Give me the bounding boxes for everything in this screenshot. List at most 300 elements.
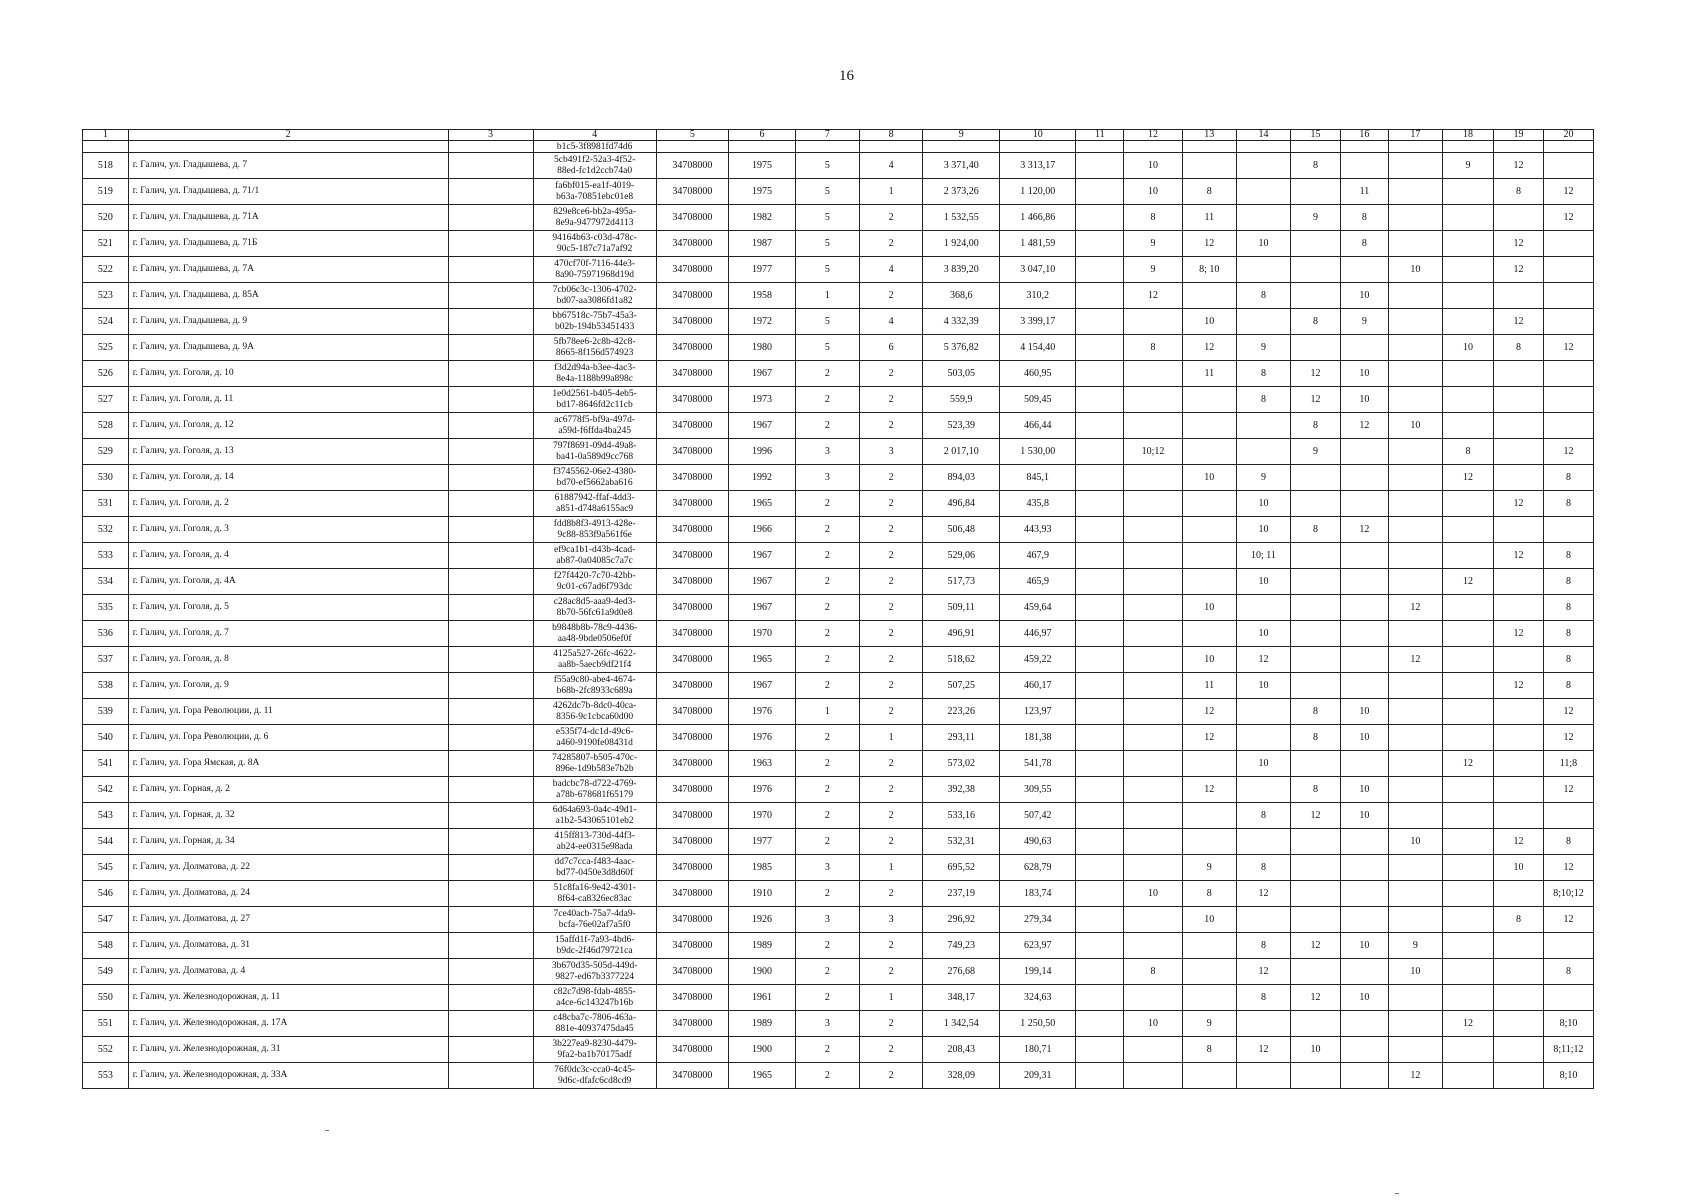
empty-cell	[448, 699, 533, 725]
col16-cell: 8	[1341, 231, 1389, 257]
living-area-cell: 1 120,00	[999, 179, 1076, 205]
col11-cell	[1076, 257, 1124, 283]
col11-cell	[1076, 439, 1124, 465]
entrances-cell: 2	[859, 881, 923, 907]
col12-cell	[1124, 569, 1182, 595]
entrances-cell: 2	[859, 803, 923, 829]
col13-cell	[1182, 439, 1236, 465]
col19-cell	[1494, 725, 1544, 751]
table-row	[83, 569, 1594, 595]
guid-cell	[533, 413, 656, 439]
table-row	[83, 673, 1594, 699]
guid-cell	[533, 231, 656, 257]
col11-cell	[1076, 777, 1124, 803]
col18-cell	[1443, 1037, 1494, 1063]
col14-cell	[1236, 179, 1290, 205]
column-number-row	[83, 130, 1594, 141]
col18-cell	[1443, 699, 1494, 725]
col14-cell: 10	[1236, 231, 1290, 257]
guid-line-1: fdd8b8f3-4913-428e-	[553, 519, 636, 529]
col17-cell	[1388, 543, 1442, 569]
col13-cell	[1182, 751, 1236, 777]
living-area-cell: 279,34	[999, 907, 1076, 933]
address-cell: г. Галич, ул. Железнодорожная, д. 17А	[128, 1011, 448, 1037]
address-cell: г. Галич, ул. Гора Ямская, д. 8А	[128, 751, 448, 777]
empty-cell	[448, 1011, 533, 1037]
col14-cell: 12	[1236, 881, 1290, 907]
col17-cell	[1388, 569, 1442, 595]
table-row	[83, 595, 1594, 621]
entrances-cell: 2	[859, 699, 923, 725]
col14-cell: 8	[1236, 387, 1290, 413]
guid-cell	[533, 647, 656, 673]
col11-cell	[1076, 179, 1124, 205]
col20-cell: 12	[1543, 439, 1593, 465]
col16-cell: 10	[1341, 777, 1389, 803]
col18-cell	[1443, 855, 1494, 881]
okato-cell: 34708000	[656, 855, 728, 881]
guid-line-1: c28ac8d5-aaa9-4ed3-	[553, 597, 636, 607]
floors-cell: 2	[795, 725, 859, 751]
col19-cell	[1494, 777, 1544, 803]
col14-cell: 8	[1236, 985, 1290, 1011]
living-area-cell: 3 047,10	[999, 257, 1076, 283]
col16-cell	[1341, 569, 1389, 595]
floors-cell: 3	[795, 465, 859, 491]
col15-cell: 9	[1291, 205, 1341, 231]
guid-line-2: 8665-8f156d574923	[555, 347, 634, 358]
col14-cell	[1236, 205, 1290, 231]
okato-cell: 34708000	[656, 699, 728, 725]
col20-cell	[1543, 153, 1593, 179]
col13-cell	[1182, 1063, 1236, 1089]
guid-cell	[533, 517, 656, 543]
col14-cell	[1236, 153, 1290, 179]
row-number: 527	[83, 387, 129, 413]
okato-cell: 34708000	[656, 309, 728, 335]
entrances-cell: 1	[859, 725, 923, 751]
col17-cell	[1388, 725, 1442, 751]
col13-cell: 11	[1182, 205, 1236, 231]
living-area-cell: 443,93	[999, 517, 1076, 543]
col14-cell	[1236, 829, 1290, 855]
living-area-cell: 435,8	[999, 491, 1076, 517]
col18-cell	[1443, 309, 1494, 335]
col13-cell	[1182, 959, 1236, 985]
col15-cell	[1291, 257, 1341, 283]
guid-line-1: e535f74-dc1d-49c6-	[555, 727, 634, 737]
address-cell: г. Галич, ул. Долматова, д. 24	[128, 881, 448, 907]
col12-cell: 8	[1124, 335, 1182, 361]
col14-cell	[1236, 413, 1290, 439]
row-number: 532	[83, 517, 129, 543]
col13-cell: 8; 10	[1182, 257, 1236, 283]
col20-cell: 12	[1543, 335, 1593, 361]
col12-cell	[1124, 387, 1182, 413]
guid-line-2: 8b70-56fc61a9d0e8	[556, 607, 633, 618]
entrances-cell: 4	[859, 257, 923, 283]
entrances-cell: 2	[859, 751, 923, 777]
floors-cell: 2	[795, 517, 859, 543]
okato-cell: 34708000	[656, 829, 728, 855]
row-number: 538	[83, 673, 129, 699]
address-cell: г. Галич, ул. Горная, д. 2	[128, 777, 448, 803]
table-row	[83, 517, 1594, 543]
col19-cell	[1494, 1063, 1544, 1089]
col20-cell: 8;10;12	[1543, 881, 1593, 907]
col20-cell	[1543, 309, 1593, 335]
scan-mark	[325, 1130, 329, 1131]
guid-line-1: 15affd1f-7a93-4bd6-	[554, 935, 635, 945]
col15-cell: 8	[1291, 309, 1341, 335]
col18-cell	[1443, 907, 1494, 933]
total-area-cell: 2 373,26	[923, 179, 1000, 205]
column-number: 19	[1494, 130, 1544, 141]
col16-cell: 12	[1341, 413, 1389, 439]
address-cell: г. Галич, ул. Долматова, д. 22	[128, 855, 448, 881]
col16-cell	[1341, 595, 1389, 621]
entrances-cell: 2	[859, 673, 923, 699]
guid-line-2: b68b-2fc8933c689a	[556, 685, 633, 696]
col17-cell: 10	[1388, 959, 1442, 985]
guid-line-1: 3b670d35-505d-449d-	[551, 961, 638, 971]
address-cell: г. Галич, ул. Гладышева, д. 9А	[128, 335, 448, 361]
table-row	[83, 179, 1594, 205]
living-area-cell: 183,74	[999, 881, 1076, 907]
col11-cell	[1076, 361, 1124, 387]
col12-cell: 8	[1124, 959, 1182, 985]
col15-cell: 12	[1291, 933, 1341, 959]
col20-cell: 8	[1543, 621, 1593, 647]
address-cell: г. Галич, ул. Гоголя, д. 9	[128, 673, 448, 699]
col17-cell	[1388, 803, 1442, 829]
col11-cell	[1076, 1011, 1124, 1037]
row-number: 551	[83, 1011, 129, 1037]
col14-cell: 8	[1236, 803, 1290, 829]
col11-cell	[1076, 153, 1124, 179]
living-area-cell: 1 481,59	[999, 231, 1076, 257]
col14-cell: 10	[1236, 517, 1290, 543]
col18-cell	[1443, 985, 1494, 1011]
entrances-cell: 1	[859, 179, 923, 205]
table-row	[83, 803, 1594, 829]
guid-line-2: a78b-678681f65179	[556, 789, 634, 800]
col18-cell	[1443, 413, 1494, 439]
col12-cell: 12	[1124, 283, 1182, 309]
total-area-cell: 695,52	[923, 855, 1000, 881]
col14-cell	[1236, 777, 1290, 803]
col20-cell	[1543, 387, 1593, 413]
empty-cell	[448, 725, 533, 751]
living-area-cell: 459,22	[999, 647, 1076, 673]
col19-cell: 8	[1494, 335, 1544, 361]
col14-cell	[1236, 1011, 1290, 1037]
col19-cell	[1494, 439, 1544, 465]
okato-cell: 34708000	[656, 647, 728, 673]
guid-cell	[533, 699, 656, 725]
year-cell: 1910	[729, 881, 796, 907]
address-cell: г. Галич, ул. Гоголя, д. 10	[128, 361, 448, 387]
guid-line-2: aa48-9bde0506ef0f	[557, 633, 632, 644]
column-number: 10	[999, 130, 1076, 141]
address-cell: г. Галич, ул. Гоголя, д. 12	[128, 413, 448, 439]
living-area-cell: 123,97	[999, 699, 1076, 725]
empty-cell	[448, 543, 533, 569]
guid-cell	[533, 673, 656, 699]
total-area-cell: 237,19	[923, 881, 1000, 907]
living-area-cell: 1 530,00	[999, 439, 1076, 465]
entrances-cell: 2	[859, 569, 923, 595]
col15-cell: 12	[1291, 361, 1341, 387]
col14-cell: 8	[1236, 361, 1290, 387]
total-area-cell: 296,92	[923, 907, 1000, 933]
guid-cell	[533, 1011, 656, 1037]
total-area-cell: 507,25	[923, 673, 1000, 699]
total-area-cell: 517,73	[923, 569, 1000, 595]
col19-cell	[1494, 751, 1544, 777]
col12-cell	[1124, 725, 1182, 751]
col12-cell	[1124, 595, 1182, 621]
total-area-cell: 532,31	[923, 829, 1000, 855]
okato-cell: 34708000	[656, 413, 728, 439]
guid-line-1: 415ff813-730d-44f3-	[554, 831, 635, 841]
col17-cell	[1388, 491, 1442, 517]
col15-cell: 8	[1291, 725, 1341, 751]
row-number: 543	[83, 803, 129, 829]
col17-cell: 9	[1388, 933, 1442, 959]
guid-line-1: 1e0d2561-b405-4eb5-	[552, 389, 637, 399]
col17-cell: 10	[1388, 829, 1442, 855]
col12-cell	[1124, 777, 1182, 803]
row-number: 546	[83, 881, 129, 907]
okato-cell: 34708000	[656, 907, 728, 933]
total-area-cell: 503,05	[923, 361, 1000, 387]
floors-cell: 2	[795, 881, 859, 907]
entrances-cell: 4	[859, 309, 923, 335]
col14-cell	[1236, 595, 1290, 621]
col16-cell: 10	[1341, 933, 1389, 959]
col18-cell	[1443, 179, 1494, 205]
row-number: 529	[83, 439, 129, 465]
col11-cell	[1076, 829, 1124, 855]
col17-cell: 10	[1388, 257, 1442, 283]
col18-cell: 12	[1443, 569, 1494, 595]
floors-cell: 1	[795, 283, 859, 309]
empty-cell	[448, 673, 533, 699]
col20-cell: 12	[1543, 179, 1593, 205]
floors-cell: 2	[795, 829, 859, 855]
entrances-cell: 2	[859, 231, 923, 257]
col11-cell	[1076, 907, 1124, 933]
guid-line-2: bd77-0450e3d8d60f	[556, 867, 634, 878]
total-area-cell: 4 332,39	[923, 309, 1000, 335]
col15-cell: 12	[1291, 803, 1341, 829]
col15-cell	[1291, 569, 1341, 595]
col17-cell	[1388, 283, 1442, 309]
col11-cell	[1076, 413, 1124, 439]
table-row	[83, 465, 1594, 491]
address-cell: г. Галич, ул. Гладышева, д. 7А	[128, 257, 448, 283]
col16-cell	[1341, 907, 1389, 933]
table-cell	[128, 141, 448, 153]
row-number: 523	[83, 283, 129, 309]
col12-cell: 9	[1124, 231, 1182, 257]
col15-cell	[1291, 907, 1341, 933]
col18-cell	[1443, 673, 1494, 699]
guid-line-2: 8e4a-1188b99a898c	[556, 373, 633, 384]
guid-cell	[533, 543, 656, 569]
col15-cell	[1291, 283, 1341, 309]
entrances-cell: 2	[859, 283, 923, 309]
col13-cell	[1182, 517, 1236, 543]
guid-line-2: b63a-70851ebc01e8	[556, 191, 634, 202]
floors-cell: 2	[795, 361, 859, 387]
address-cell: г. Галич, ул. Гладышева, д. 7	[128, 153, 448, 179]
table-row	[83, 985, 1594, 1011]
col19-cell	[1494, 517, 1544, 543]
guid-line-2: 9827-ed67b3377224	[555, 971, 634, 982]
col18-cell	[1443, 881, 1494, 907]
col11-cell	[1076, 465, 1124, 491]
address-cell: г. Галич, ул. Долматова, д. 27	[128, 907, 448, 933]
table-row	[83, 257, 1594, 283]
col12-cell	[1124, 1037, 1182, 1063]
living-area-cell: 460,17	[999, 673, 1076, 699]
col17-cell	[1388, 517, 1442, 543]
col11-cell	[1076, 491, 1124, 517]
col18-cell	[1443, 387, 1494, 413]
col16-cell: 10	[1341, 725, 1389, 751]
empty-cell	[448, 985, 533, 1011]
col15-cell	[1291, 595, 1341, 621]
address-cell: г. Галич, ул. Горная, д. 34	[128, 829, 448, 855]
year-cell: 1900	[729, 959, 796, 985]
col19-cell: 12	[1494, 673, 1544, 699]
col11-cell	[1076, 1063, 1124, 1089]
table-row	[83, 1063, 1594, 1089]
entrances-cell: 1	[859, 855, 923, 881]
col15-cell: 8	[1291, 153, 1341, 179]
col13-cell: 10	[1182, 309, 1236, 335]
table-cell	[1341, 141, 1389, 153]
col13-cell: 12	[1182, 777, 1236, 803]
address-cell: г. Галич, ул. Горная, д. 32	[128, 803, 448, 829]
col15-cell: 12	[1291, 387, 1341, 413]
guid-cell	[533, 985, 656, 1011]
year-cell: 1992	[729, 465, 796, 491]
guid-cell	[533, 959, 656, 985]
col19-cell	[1494, 881, 1544, 907]
table-cell	[656, 141, 728, 153]
empty-cell	[448, 751, 533, 777]
okato-cell: 34708000	[656, 387, 728, 413]
col16-cell	[1341, 1037, 1389, 1063]
living-area-cell: 181,38	[999, 725, 1076, 751]
row-number: 549	[83, 959, 129, 985]
okato-cell: 34708000	[656, 621, 728, 647]
col17-cell	[1388, 699, 1442, 725]
guid-cell	[533, 205, 656, 231]
guid-cell	[533, 179, 656, 205]
empty-cell	[448, 283, 533, 309]
col13-cell: 12	[1182, 699, 1236, 725]
col17-cell	[1388, 907, 1442, 933]
guid-cell	[533, 933, 656, 959]
entrances-cell: 2	[859, 1063, 923, 1089]
guid-line-1: fa6bf015-ea1f-4019-	[555, 181, 635, 191]
address-cell: г. Галич, ул. Железнодорожная, д. 11	[128, 985, 448, 1011]
column-number: 14	[1236, 130, 1290, 141]
col15-cell	[1291, 491, 1341, 517]
living-area-cell: 623,97	[999, 933, 1076, 959]
empty-cell	[448, 387, 533, 413]
col14-cell: 10	[1236, 569, 1290, 595]
col16-cell	[1341, 153, 1389, 179]
col16-cell	[1341, 335, 1389, 361]
col17-cell	[1388, 465, 1442, 491]
total-area-cell: 523,39	[923, 413, 1000, 439]
col14-cell: 12	[1236, 959, 1290, 985]
col18-cell	[1443, 621, 1494, 647]
living-area-cell: 180,71	[999, 1037, 1076, 1063]
entrances-cell: 3	[859, 439, 923, 465]
table-row	[83, 1011, 1594, 1037]
living-area-cell: 467,9	[999, 543, 1076, 569]
col11-cell	[1076, 881, 1124, 907]
guid-cell	[533, 569, 656, 595]
col15-cell	[1291, 179, 1341, 205]
col16-cell	[1341, 1011, 1389, 1037]
year-cell: 1989	[729, 1011, 796, 1037]
okato-cell: 34708000	[656, 1037, 728, 1063]
col13-cell: 10	[1182, 595, 1236, 621]
col16-cell: 9	[1341, 309, 1389, 335]
col16-cell	[1341, 959, 1389, 985]
col20-cell	[1543, 361, 1593, 387]
empty-cell	[448, 361, 533, 387]
guid-line-1: 76f0dc3c-cca0-4c45-	[554, 1065, 635, 1075]
col20-cell: 12	[1543, 907, 1593, 933]
guid-line-2: a4ce-6c143247b16b	[556, 997, 634, 1008]
col12-cell	[1124, 491, 1182, 517]
table-cell	[1494, 141, 1544, 153]
table-cell	[1182, 141, 1236, 153]
col13-cell: 8	[1182, 179, 1236, 205]
empty-cell	[448, 257, 533, 283]
entrances-cell: 2	[859, 361, 923, 387]
table-cell	[1388, 141, 1442, 153]
table-cell	[448, 141, 533, 153]
col15-cell	[1291, 335, 1341, 361]
okato-cell: 34708000	[656, 959, 728, 985]
table-cell	[923, 141, 1000, 153]
col18-cell	[1443, 959, 1494, 985]
empty-cell	[448, 855, 533, 881]
living-area-cell: 490,63	[999, 829, 1076, 855]
empty-cell	[448, 179, 533, 205]
col12-cell	[1124, 933, 1182, 959]
col17-cell	[1388, 387, 1442, 413]
table-row	[83, 283, 1594, 309]
table-row	[83, 309, 1594, 335]
col13-cell: 9	[1182, 1011, 1236, 1037]
year-cell: 1900	[729, 1037, 796, 1063]
okato-cell: 34708000	[656, 231, 728, 257]
guid-line-2: a851-d748a6155ac9	[556, 503, 634, 514]
address-cell: г. Галич, ул. Гоголя, д. 11	[128, 387, 448, 413]
col20-cell: 8;11;12	[1543, 1037, 1593, 1063]
okato-cell: 34708000	[656, 725, 728, 751]
